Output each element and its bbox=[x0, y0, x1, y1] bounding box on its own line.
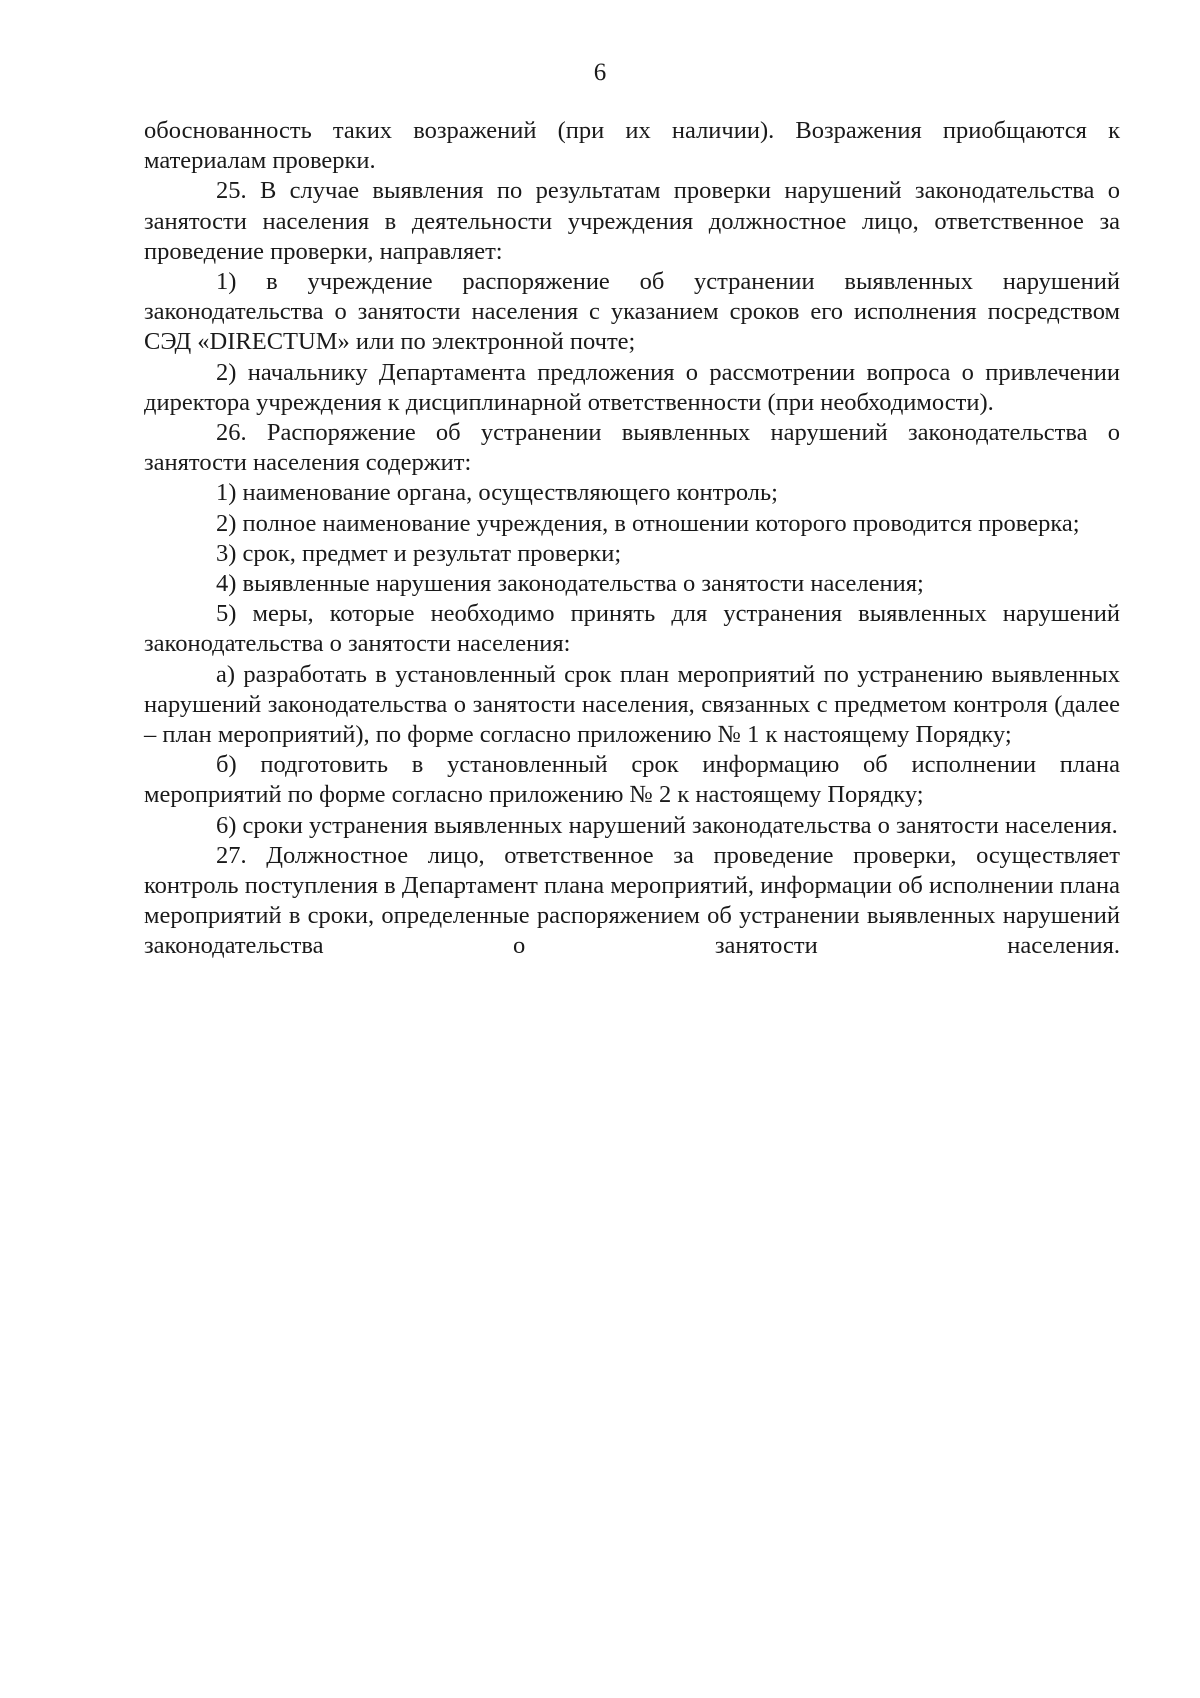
paragraph-clause-26-item-5a: а) разработать в установленный срок план мероприятий по устранению выявленных нарушений законодательства о занятости населения, связанных с предметом контроля (далее – план мероприятий), по форме согласно приложению № 1 к настоящему Порядку; bbox=[144, 660, 1120, 749]
paragraph-clause-26-item-4: 4) выявленные нарушения законодательства о занятости населения; bbox=[216, 570, 924, 598]
document-body bbox=[144, 116, 1120, 962]
paragraph-continuation: обоснованность таких возражений (при их наличии). Возражения приобщаются к материалам проверки. bbox=[144, 117, 1120, 175]
page-number: 6 bbox=[593, 59, 607, 86]
paragraph-clause-26: 26. Распоряжение об устранении выявленных нарушений законодательства о занятости населения содержит: bbox=[144, 419, 1120, 477]
paragraph-clause-26-item-3: 3) срок, предмет и результат проверки; bbox=[216, 539, 622, 567]
paragraph-clause-25-item-1: 1) в учреждение распоряжение об устранении выявленных нарушений законодательства о занятости населения с указанием сроков его исполнения посредством СЭД «DIRECTUM» или по электронной почте; bbox=[144, 268, 1120, 356]
paragraph-clause-26-item-6: 6) сроки устранения выявленных нарушений законодательства о занятости населения. bbox=[216, 811, 1118, 839]
paragraph-clause-26-item-1: 1) наименование органа, осуществляющего контроль; bbox=[216, 479, 778, 507]
paragraph-clause-25-item-2: 2) начальнику Департамента предложения о рассмотрении вопроса о привлечении директора учреждения к дисциплинарной ответственности (при необходимости). bbox=[144, 358, 1120, 416]
paragraph-clause-26-item-5: 5) меры, которые необходимо принять для устранения выявленных нарушений законодательства о занятости населения: bbox=[144, 600, 1120, 658]
paragraph-clause-26-item-2: 2) полное наименование учреждения, в отношении которого проводится проверка; bbox=[216, 509, 1080, 537]
paragraph-clause-26-item-5b: б) подготовить в установленный срок информацию об исполнении плана мероприятий по форме согласно приложению № 2 к настоящему Порядку; bbox=[144, 751, 1120, 809]
paragraph-clause-27: 27. Должностное лицо, ответственное за проведение проверки, осуществляет контроль поступления в Департамент плана мероприятий, информации об исполнении плана мероприятий в сроки, определенные распоряжением об устранении выявленных нарушений законодательства о занятости населения. bbox=[144, 841, 1120, 960]
paragraph-clause-25: 25. В случае выявления по результатам проверки нарушений законодательства о занятости населения в деятельности учреждения должностное лицо, ответственное за проведение проверки, направляет: bbox=[144, 177, 1120, 265]
